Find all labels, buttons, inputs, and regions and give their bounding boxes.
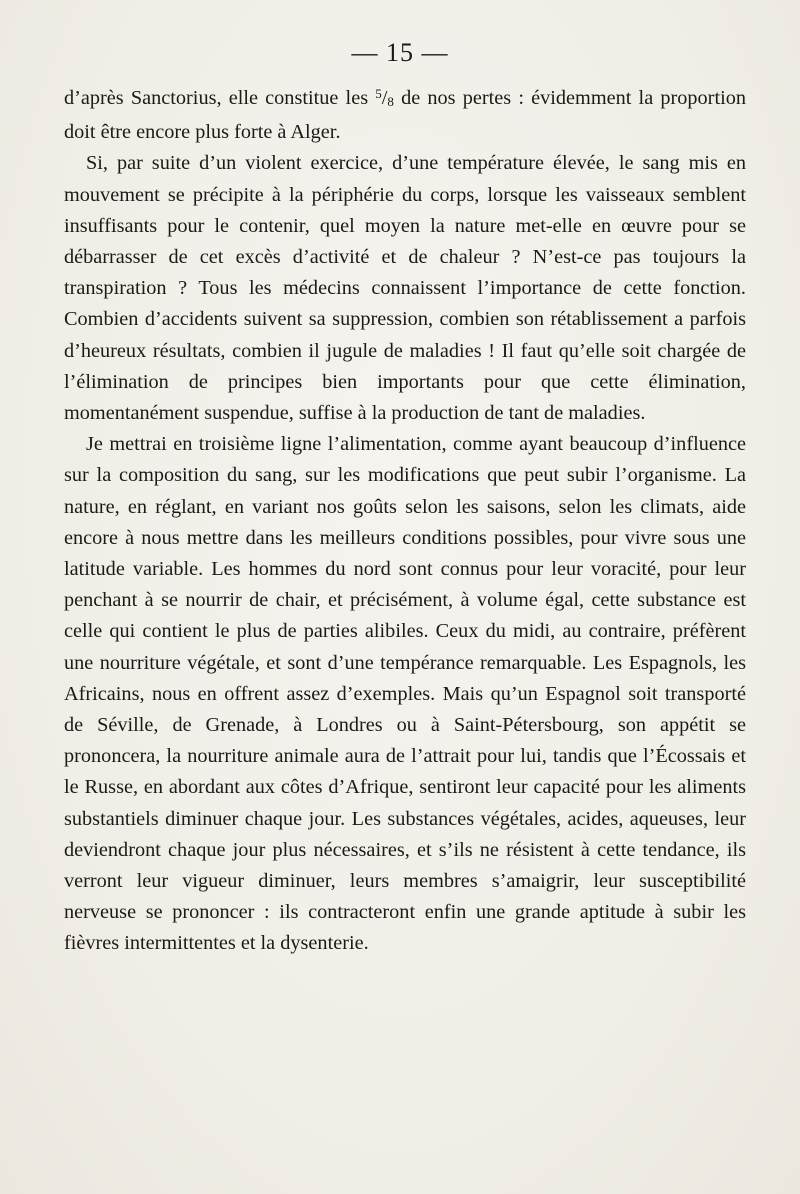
page-number: — 15 —	[351, 38, 449, 67]
paragraph-3: Je mettrai en troisième ligne l’alimentation, comme ayant beaucoup d’influence sur la composition du sang, sur les modifications que peut subir l’organisme. La nature, en réglant, en variant nos goûts selon les saisons, selon les climats, aide encore à nous mettre dans les meilleurs conditions possibles, pour vivre sous une latitude variable. Les hommes du nord sont connus pour leur voracité, pour leur penchant à se nourrir de chair, et précisément, à volume égal, cette substance est celle qui contient le plus de parties alibiles. Ceux du midi, au contraire, préfèrent une nourriture végétale, et sont d’une tempérance remarquable. Les Espagnols, les Africains, nous en offrent assez d’exemples. Mais qu’un Espagnol soit transporté de Séville, de Grenade, à Londres ou à Saint-Pétersbourg, son appétit se prononcera, la nourriture animale aura de l’attrait pour lui, tandis que l’Écossais et le Russe, en abordant aux côtes d’Afrique, sentiront leur capacité pour les aliments substantiels diminuer chaque jour. Les substances végétales, acides, aqueuses, leur deviendront chaque jour plus nécessaires, et s’ils ne résistent à cette tendance, ils verront leur vigueur diminuer, leurs membres s’amaigrir, leur susceptibilité nerveuse se prononcer : ils contracteront enfin une grande aptitude à subir les fièvres intermittentes et la dysenterie.	[64, 433, 746, 955]
fraction: $^5/_8$	[375, 86, 394, 109]
paragraph-1-start: d’après Sanctorius, elle constitue les	[64, 87, 376, 109]
paragraph-1	[64, 78, 746, 148]
fraction-denominator: 8	[387, 94, 394, 109]
paragraph-1-end: de nos pertes : évidemment la proportion doit être encore plus forte à Alger.	[64, 87, 746, 144]
fraction-numerator: 5	[375, 86, 382, 101]
paragraph-2: Si, par suite d’un violent exercice, d’une température élevée, le sang mis en mouvement se précipite à la périphérie du corps, lorsque les vaisseaux semblent insuffisants pour le contenir, quel moyen la nature met-elle en œuvre pour se débarrasser de cet excès d’activité et de chaleur ? N’est-ce pas toujours la transpiration ? Tous les médecins connaissent l’importance de cette fonction. Combien d’accidents suivent sa suppression, combien son rétablissement a parfois d’heureux résultats, combien il jugule de maladies ! Il faut qu’elle soit chargée de l’élimination de principes bien importants pour que cette élimination, momentanément suspendue, suffise à la production de tant de maladies.	[64, 152, 746, 425]
body-text	[64, 78, 746, 960]
